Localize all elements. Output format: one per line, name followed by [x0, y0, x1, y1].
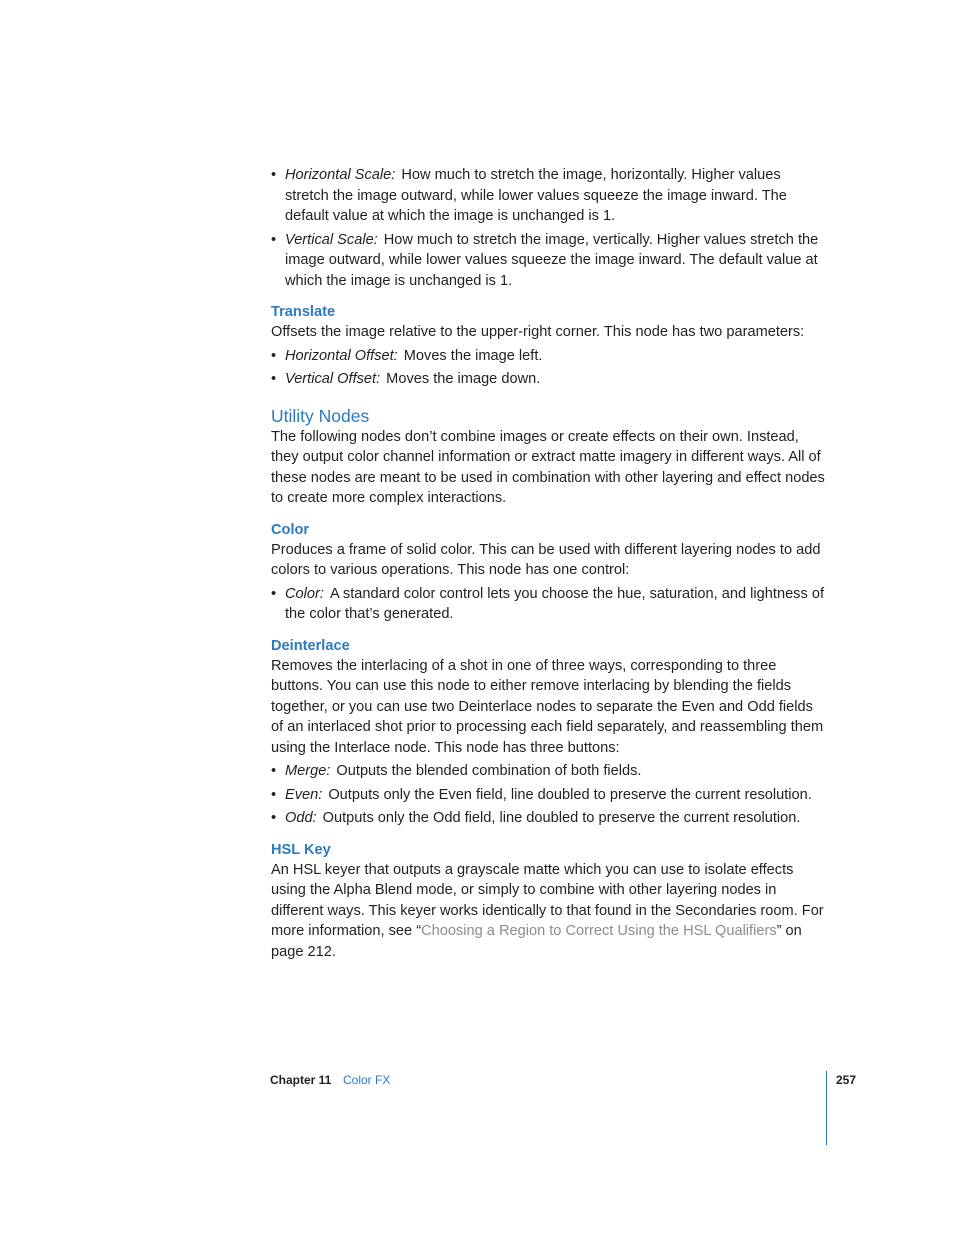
deinterlace-heading: Deinterlace — [271, 637, 350, 654]
page-content — [271, 162, 827, 962]
parameter-description: Moves the image left. — [403, 347, 543, 364]
list-item — [271, 230, 827, 292]
utility-nodes-heading: Utility Nodes — [271, 405, 370, 426]
deinterlace-button-list — [271, 761, 827, 829]
deinterlace-intro: Removes the interlacing of a shot in one of three ways, corresponding to three buttons. You can use this node to either remove interlacing by blending the fields together, or you can use two Deinterlace nodes to separate the Even and Odd fields of an interlaced shot prior to processing each field separately, and reassembling them using the Interlace node. This node has three buttons: — [271, 657, 824, 756]
parameter-description: Outputs only the Odd field, line doubled to preserve the current resolution. — [322, 810, 801, 826]
translate-intro: Offsets the image relative to the upper-right corner. This node has two parameters: — [271, 324, 805, 340]
color-heading: Color — [271, 521, 310, 538]
scale-parameter-list — [271, 165, 827, 291]
list-item — [271, 785, 827, 806]
parameter-term: Color: — [285, 585, 324, 602]
hsl-key-paragraph — [271, 860, 827, 963]
hsl-key-text-end: ” on page 212. — [271, 923, 802, 960]
parameter-term: Vertical Scale: — [285, 231, 378, 248]
hsl-qualifiers-link[interactable]: Choosing a Region to Correct Using the HSL Qualifiers — [421, 923, 777, 939]
translate-heading: Translate — [271, 304, 336, 320]
list-item — [271, 369, 827, 390]
page-number: 257 — [836, 1073, 857, 1087]
footer-divider — [826, 1071, 827, 1145]
parameter-description: Outputs the blended combination of both fields. — [336, 763, 642, 779]
hsl-key-text: An HSL keyer that outputs a grayscale matte which you can use to isolate effects using the Alpha Blend mode, or simply to combine with other layering nodes in different ways. This keyer works identically to that found in the Secondaries room. For more information, see “ — [271, 861, 824, 939]
list-item — [271, 808, 827, 829]
parameter-term: Horizontal Scale: — [285, 167, 396, 183]
color-intro: Produces a frame of solid color. This can be used with different layering nodes to add colors to various operations. This node has one control: — [271, 541, 821, 578]
chapter-title-link[interactable]: Color FX — [343, 1073, 391, 1087]
utility-nodes-intro: The following nodes don’t combine images or create effects on their own. Instead, they output color channel information or extract matte imagery in different ways. All of these nodes are meant to be used in combination with other layering and effect nodes to create more complex interactions. — [271, 428, 825, 506]
list-item — [271, 584, 827, 625]
list-item — [271, 761, 827, 782]
parameter-term: Odd: — [285, 810, 317, 826]
list-item — [271, 165, 827, 227]
parameter-description: How much to stretch the image, horizontally. Higher values stretch the image outward, while lower values squeeze the image inward. The default value at which the image is unchanged is 1. — [285, 167, 787, 224]
chapter-label: Chapter 11 — [270, 1073, 332, 1087]
parameter-description: Outputs only the Even field, line doubled to preserve the current resolution. — [328, 786, 812, 803]
parameter-description: How much to stretch the image, vertically. Higher values stretch the image outward, while lower values squeeze the image inward. The default value at which the image is unchanged is 1. — [285, 231, 819, 289]
parameter-description: A standard color control lets you choose the hue, saturation, and lightness of the color that’s generated. — [285, 585, 825, 622]
parameter-term: Horizontal Offset: — [285, 347, 398, 364]
parameter-description: Moves the image down. — [386, 371, 541, 387]
parameter-term: Vertical Offset: — [285, 371, 381, 387]
parameter-term: Merge: — [285, 763, 331, 779]
hsl-key-heading: HSL Key — [271, 841, 331, 858]
translate-parameter-list — [271, 346, 827, 390]
list-item — [271, 346, 827, 367]
color-parameter-list — [271, 584, 827, 625]
parameter-term: Even: — [285, 786, 323, 803]
